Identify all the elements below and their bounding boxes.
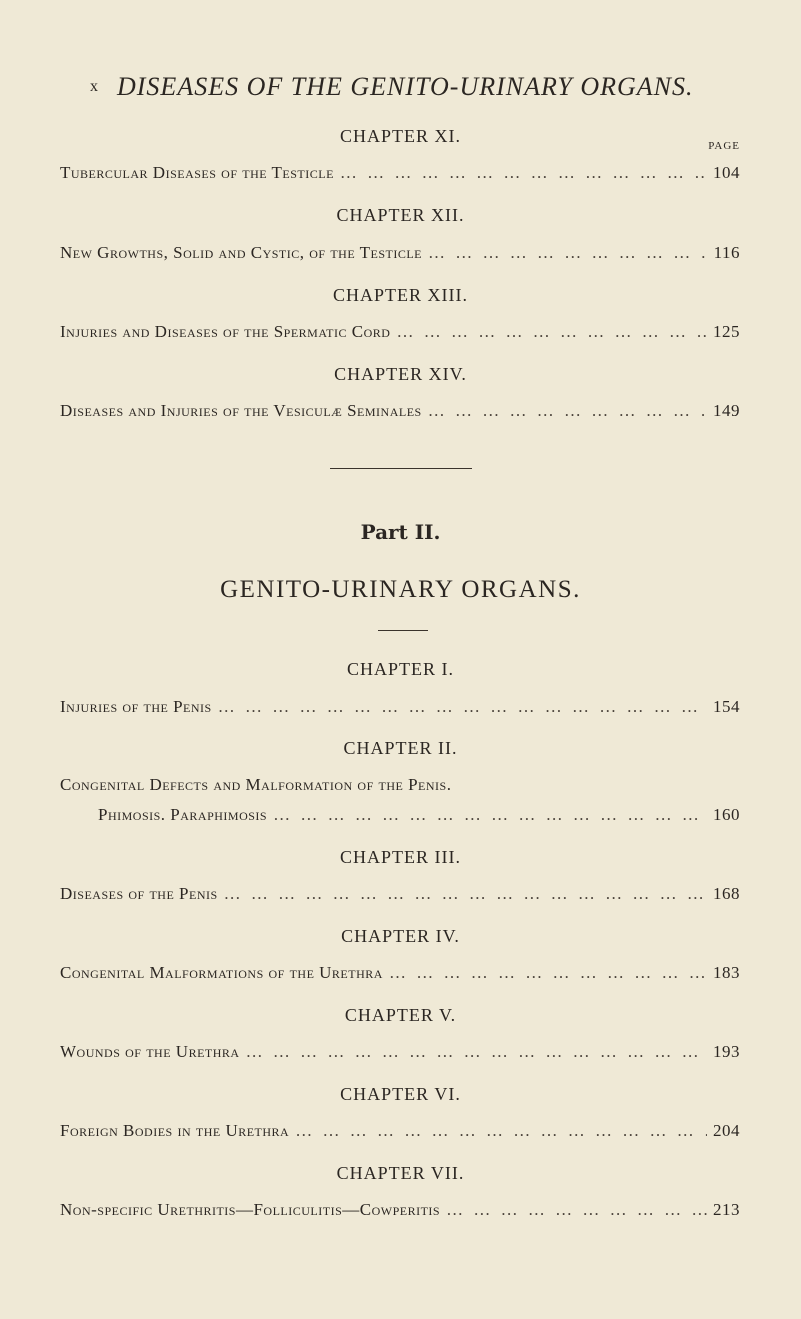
toc-entry-page: 160 xyxy=(713,805,740,824)
part-title: GENITO-URINARY ORGANS. xyxy=(220,576,581,603)
leader-dots xyxy=(295,1121,707,1141)
chapter-heading-i: CHAPTER I. xyxy=(346,659,454,679)
toc-entry-ii-line2 xyxy=(98,805,740,825)
toc-entry-title: Congenital Defects and Malformation of the Penis. xyxy=(60,775,452,794)
toc-entry-vii xyxy=(60,1200,740,1220)
running-head xyxy=(90,72,710,102)
toc-entry-page: 125 xyxy=(713,322,740,341)
toc-entry-iii xyxy=(60,884,740,904)
toc-entry-page: 149 xyxy=(713,401,740,420)
short-divider-rule xyxy=(378,630,428,631)
part-label: Part II. xyxy=(360,520,441,544)
chapter-heading-xii: CHAPTER XII. xyxy=(336,205,465,225)
chapter-heading-v: CHAPTER V. xyxy=(344,1005,457,1025)
toc-entry-page: 104 xyxy=(713,163,740,182)
toc-entry-title: Wounds of the Urethra xyxy=(60,1042,240,1061)
leader-dots xyxy=(428,401,707,421)
chapter-heading-iii: CHAPTER III. xyxy=(340,847,461,867)
toc-entry-title: Injuries and Diseases of the Spermatic Cord xyxy=(60,322,391,341)
toc-entry-title: Foreign Bodies in the Urethra xyxy=(60,1121,290,1140)
toc-entry-page: 168 xyxy=(713,884,740,903)
chapter-heading-vi: CHAPTER VI. xyxy=(340,1084,461,1104)
leader-dots xyxy=(273,805,707,825)
toc-entry-xi xyxy=(60,163,740,183)
chapter-heading-xiii: CHAPTER XIII. xyxy=(333,285,468,305)
chapter-heading-iv: CHAPTER IV. xyxy=(341,926,460,946)
toc-entry-page: 193 xyxy=(713,1042,740,1061)
chapter-heading-vii: CHAPTER VII. xyxy=(336,1163,465,1183)
leader-dots xyxy=(246,1042,707,1062)
toc-entry-xiii xyxy=(60,322,740,342)
toc-entry-page: 116 xyxy=(713,243,740,262)
leader-dots xyxy=(224,884,707,904)
toc-entry-title: Phimosis. Paraphimosis xyxy=(98,805,268,824)
leader-dots xyxy=(218,697,707,717)
toc-entry-title: Tubercular Diseases of the Testicle xyxy=(60,163,334,182)
toc-entry-page: 154 xyxy=(713,697,740,716)
toc-entry-page: 213 xyxy=(713,1200,740,1219)
toc-entry-title: Diseases of the Penis xyxy=(60,884,218,903)
leader-dots xyxy=(389,963,707,983)
toc-entry-page: 204 xyxy=(713,1121,740,1140)
leader-dots xyxy=(428,243,708,263)
toc-entry-xiv xyxy=(60,401,740,421)
chapter-heading-ii: CHAPTER II. xyxy=(343,738,458,758)
toc-entry-page: 183 xyxy=(713,963,740,982)
page-column-label: PAGE xyxy=(708,140,740,152)
leader-dots xyxy=(340,163,707,183)
toc-entry-title: Non-specific Urethritis—Folliculitis—Cowperitis xyxy=(60,1200,441,1219)
running-head-title: DISEASES OF THE GENITO-URINARY ORGANS. xyxy=(117,72,694,101)
chapter-heading-xi: CHAPTER XI. xyxy=(339,126,461,146)
toc-entry-i xyxy=(60,697,740,717)
section-divider-rule xyxy=(330,468,472,469)
leader-dots xyxy=(446,1200,707,1220)
toc-entry-title: Diseases and Injuries of the Vesiculæ Seminales xyxy=(60,401,422,420)
toc-entry-v xyxy=(60,1042,740,1062)
toc-entry-title: Congenital Malformations of the Urethra xyxy=(60,963,383,982)
toc-entry-iv xyxy=(60,963,740,983)
chapter-heading-xiv: CHAPTER XIV. xyxy=(334,364,467,384)
page-number-roman: x xyxy=(90,78,99,95)
toc-entry-title: New Growths, Solid and Cystic, of the Testicle xyxy=(60,243,422,262)
toc-entry-ii-line1 xyxy=(60,775,740,795)
toc-entry-xii xyxy=(60,243,740,263)
leader-dots xyxy=(396,322,707,342)
toc-entry-vi xyxy=(60,1121,740,1141)
toc-entry-title: Injuries of the Penis xyxy=(60,697,212,716)
